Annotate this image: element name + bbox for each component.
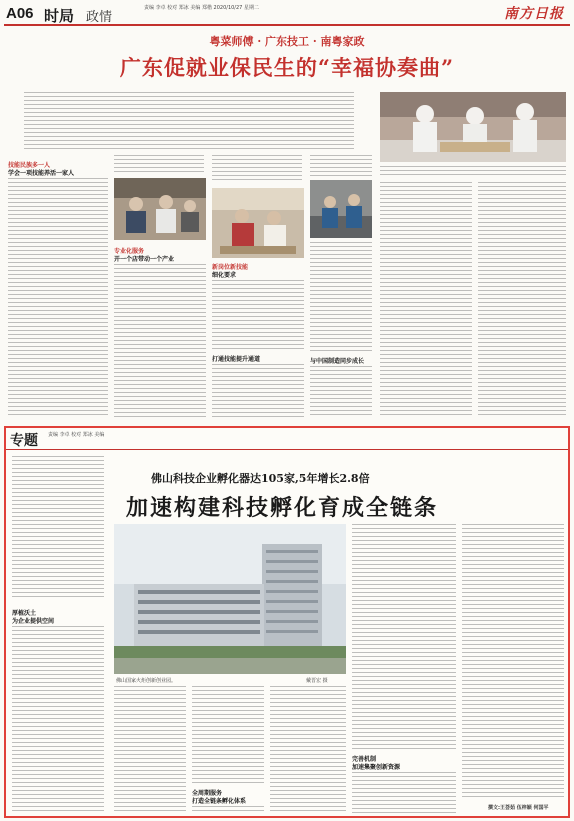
feature-column-2-text: [114, 686, 186, 814]
subhead-3: 专业化服务: [114, 248, 145, 255]
page-header: [4, 2, 570, 26]
training-class-photo: [114, 178, 206, 240]
feature-column-6-text: [462, 524, 564, 800]
column-5-text: [380, 182, 472, 418]
photo-caption: 佛山国家火炬创新创业园。: [116, 678, 177, 684]
feature-subhead-6: 加速集聚创新资源: [352, 764, 401, 771]
column-4-lead: [310, 155, 372, 177]
feature-subhead-1: 厚植沃土: [12, 610, 37, 617]
feature-headline: 加速构建科技孵化育成全链条: [126, 495, 439, 521]
feature-subhead-2: 为企业提供空间: [12, 618, 55, 625]
feature-subhead-3: 全周期服务: [192, 790, 223, 797]
feature-section: [4, 426, 570, 818]
subhead-5: 新岗位新技能: [212, 264, 249, 271]
column-3-text-b: [212, 364, 304, 418]
feature-column-4-text: [270, 686, 346, 814]
feature-label: 专题: [10, 432, 38, 448]
feature-editor-credits: 责编 李卓 校对 郑冰 美编: [48, 432, 105, 438]
feature-column-3-text-b: [192, 806, 264, 814]
feature-column-5-text-b: [352, 772, 456, 814]
subhead-8: 与中国制造同步成长: [310, 358, 365, 365]
article-kicker: 粤菜师傅 · 广东技工 · 南粤家政: [209, 35, 365, 48]
feature-column-5-text: [352, 524, 456, 750]
homemaking-training-photo: [212, 188, 304, 258]
photo-credit: 戴晋宏 摄: [306, 678, 328, 684]
subhead-6: 细化要求: [212, 272, 237, 279]
photo-caption-top: [380, 166, 566, 176]
column-3-lead: [212, 155, 302, 183]
editor-credits: 责编 李卓 校对 郑冰 美编 郑楷 2020/10/27 星期二: [144, 5, 259, 11]
feature-subhead-5: 完善机制: [352, 756, 377, 763]
innovation-park-photo: [114, 524, 346, 674]
column-6-text: [478, 182, 566, 418]
column-1-text: [8, 178, 108, 418]
section-subtitle: 政情: [86, 9, 113, 24]
subhead-7: 打通技能提升通道: [212, 356, 261, 363]
workshop-photo: [310, 180, 372, 238]
column-2-text: [114, 264, 206, 418]
column-4-text-b: [310, 366, 372, 418]
section-name: 时局: [44, 8, 75, 25]
article-headline: 广东促就业保民生的“幸福协奏曲”: [119, 55, 455, 80]
feature-subhead-4: 打造全链条孵化体系: [192, 798, 247, 805]
subhead-4: 开一个店带动一个产业: [114, 256, 175, 263]
feature-kicker: 佛山科技企业孵化器达105家,5年增长2.8倍: [151, 472, 370, 485]
feature-byline: 撰文:王荟茹 伍梓颖 何国平: [488, 805, 549, 811]
column-2-lead: [114, 155, 204, 175]
column-3-text-a: [212, 280, 304, 350]
subhead-2: 学会一项技能养活一家人: [8, 170, 75, 177]
feature-intro-text: [12, 456, 104, 600]
subhead-1: 技能民族多一人: [8, 162, 51, 169]
article-intro: [24, 92, 354, 150]
chef-training-photo: [380, 92, 566, 162]
section-number: A06: [6, 5, 34, 22]
column-4-text: [310, 242, 372, 352]
feature-column-1-text: [12, 626, 104, 814]
feature-column-3-text: [192, 686, 264, 786]
feature-divider: [6, 449, 568, 450]
newspaper-logo: 南方日报: [504, 6, 564, 22]
